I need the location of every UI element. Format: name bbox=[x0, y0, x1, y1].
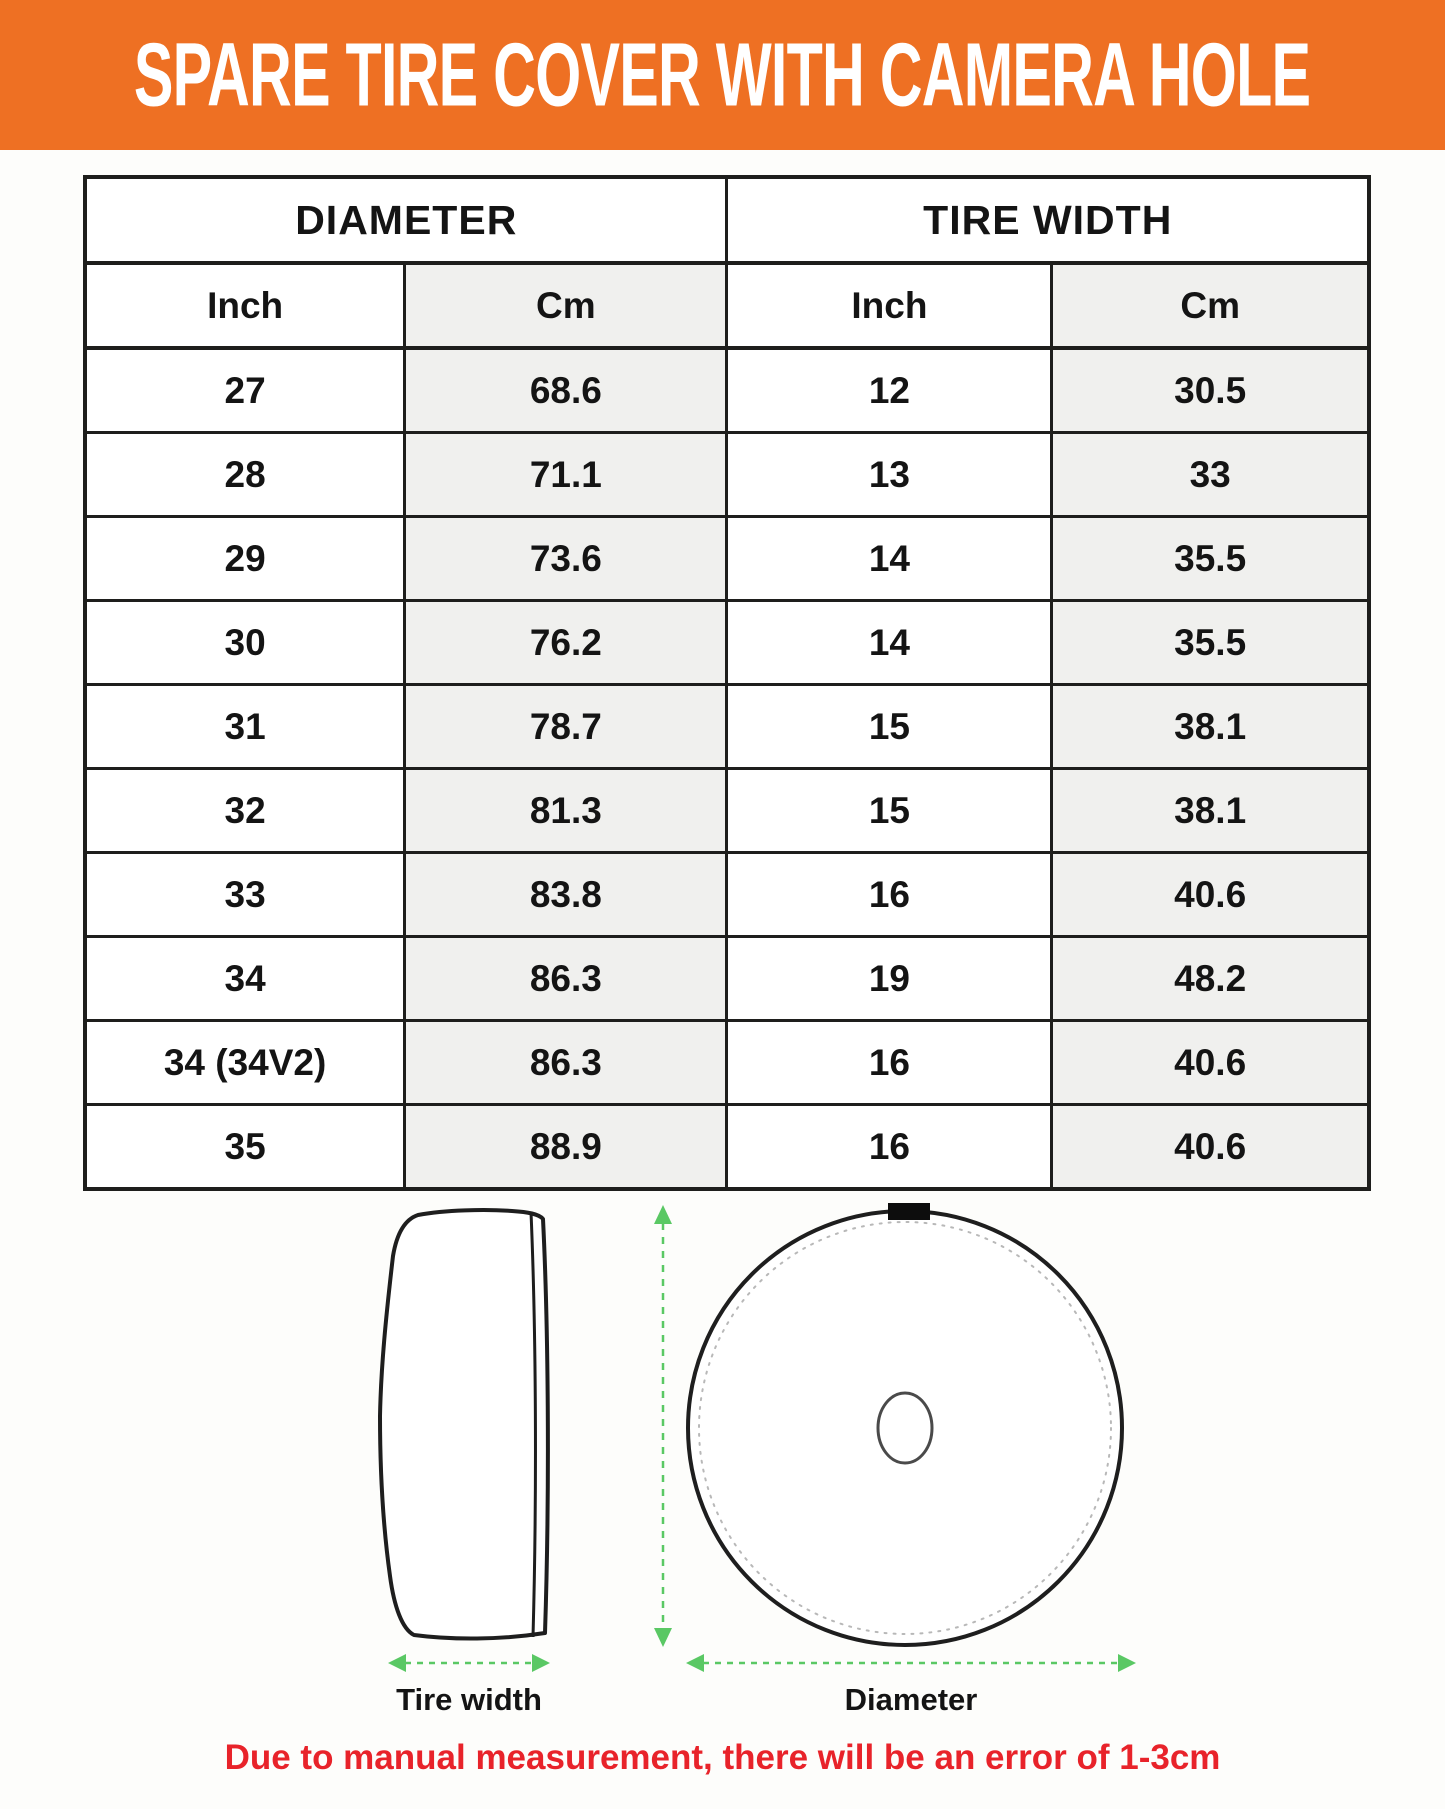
cell-r6-diameter-cm: 83.8 bbox=[405, 853, 727, 937]
size-table bbox=[83, 175, 1371, 1191]
cell-r0-width-cm: 30.5 bbox=[1052, 348, 1369, 433]
cell-r4-diameter-inch: 31 bbox=[85, 685, 405, 769]
cell-r6-width-inch: 16 bbox=[727, 853, 1052, 937]
tire-width-arrow bbox=[388, 1654, 550, 1672]
size-table-wrapper bbox=[83, 175, 1371, 1191]
page-title: SPARE TIRE COVER WITH CAMERA HOLE bbox=[134, 24, 1311, 126]
cell-r2-diameter-inch: 29 bbox=[85, 517, 405, 601]
header-banner bbox=[0, 0, 1445, 150]
subheader-diameter-inch: Inch bbox=[85, 263, 405, 348]
diameter-vertical-arrow bbox=[654, 1205, 672, 1647]
cell-r3-width-inch: 14 bbox=[727, 601, 1052, 685]
measurement-disclaimer: Due to manual measurement, there will be an error of 1-3cm bbox=[224, 1738, 1221, 1777]
cell-r6-width-cm: 40.6 bbox=[1052, 853, 1369, 937]
cell-r1-diameter-inch: 28 bbox=[85, 433, 405, 517]
cell-r3-diameter-inch: 30 bbox=[85, 601, 405, 685]
tire-diagram bbox=[0, 1190, 1445, 1730]
diameter-horizontal-arrow bbox=[686, 1654, 1136, 1672]
table-row bbox=[85, 433, 1369, 517]
subheader-width-cm: Cm bbox=[1052, 263, 1369, 348]
table-row bbox=[85, 937, 1369, 1021]
cell-r1-width-cm: 33 bbox=[1052, 433, 1369, 517]
cell-r2-width-inch: 14 bbox=[727, 517, 1052, 601]
cell-r0-diameter-inch: 27 bbox=[85, 348, 405, 433]
table-row bbox=[85, 601, 1369, 685]
cell-r9-diameter-inch: 35 bbox=[85, 1105, 405, 1190]
valve-marker-rect bbox=[888, 1203, 930, 1220]
table-row bbox=[85, 348, 1369, 433]
cell-r0-diameter-cm: 68.6 bbox=[405, 348, 727, 433]
table-row bbox=[85, 1021, 1369, 1105]
table-row bbox=[85, 769, 1369, 853]
subheader-width-inch: Inch bbox=[727, 263, 1052, 348]
cell-r5-diameter-cm: 81.3 bbox=[405, 769, 727, 853]
tire-width-label: Tire width bbox=[396, 1682, 542, 1717]
cell-r6-diameter-inch: 33 bbox=[85, 853, 405, 937]
cell-r3-diameter-cm: 76.2 bbox=[405, 601, 727, 685]
cell-r8-width-cm: 40.6 bbox=[1052, 1021, 1369, 1105]
tire-front-view bbox=[688, 1203, 1122, 1645]
table-group-header-row bbox=[85, 177, 1369, 263]
cell-r5-diameter-inch: 32 bbox=[85, 769, 405, 853]
cell-r9-width-cm: 40.6 bbox=[1052, 1105, 1369, 1190]
cell-r3-width-cm: 35.5 bbox=[1052, 601, 1369, 685]
tire-side-view-shape bbox=[380, 1210, 548, 1638]
table-subheader-row bbox=[85, 263, 1369, 348]
group-header-tire-width: TIRE WIDTH bbox=[727, 177, 1369, 263]
cell-r5-width-inch: 15 bbox=[727, 769, 1052, 853]
cell-r8-width-inch: 16 bbox=[727, 1021, 1052, 1105]
table-row bbox=[85, 685, 1369, 769]
table-row bbox=[85, 853, 1369, 937]
cell-r4-diameter-cm: 78.7 bbox=[405, 685, 727, 769]
cell-r7-width-inch: 19 bbox=[727, 937, 1052, 1021]
cell-r4-width-inch: 15 bbox=[727, 685, 1052, 769]
cell-r0-width-inch: 12 bbox=[727, 348, 1052, 433]
cell-r9-width-inch: 16 bbox=[727, 1105, 1052, 1190]
camera-hole-circle bbox=[878, 1393, 932, 1463]
cell-r9-diameter-cm: 88.9 bbox=[405, 1105, 727, 1190]
cell-r5-width-cm: 38.1 bbox=[1052, 769, 1369, 853]
table-row bbox=[85, 1105, 1369, 1190]
cell-r8-diameter-cm: 86.3 bbox=[405, 1021, 727, 1105]
cell-r1-width-inch: 13 bbox=[727, 433, 1052, 517]
cell-r1-diameter-cm: 71.1 bbox=[405, 433, 727, 517]
cell-r2-width-cm: 35.5 bbox=[1052, 517, 1369, 601]
cell-r7-diameter-cm: 86.3 bbox=[405, 937, 727, 1021]
cell-r7-width-cm: 48.2 bbox=[1052, 937, 1369, 1021]
diameter-label: Diameter bbox=[844, 1682, 978, 1717]
group-header-diameter: DIAMETER bbox=[85, 177, 727, 263]
cell-r4-width-cm: 38.1 bbox=[1052, 685, 1369, 769]
subheader-diameter-cm: Cm bbox=[405, 263, 727, 348]
cell-r8-diameter-inch: 34 (34V2) bbox=[85, 1021, 405, 1105]
table-row bbox=[85, 517, 1369, 601]
cell-r7-diameter-inch: 34 bbox=[85, 937, 405, 1021]
cell-r2-diameter-cm: 73.6 bbox=[405, 517, 727, 601]
